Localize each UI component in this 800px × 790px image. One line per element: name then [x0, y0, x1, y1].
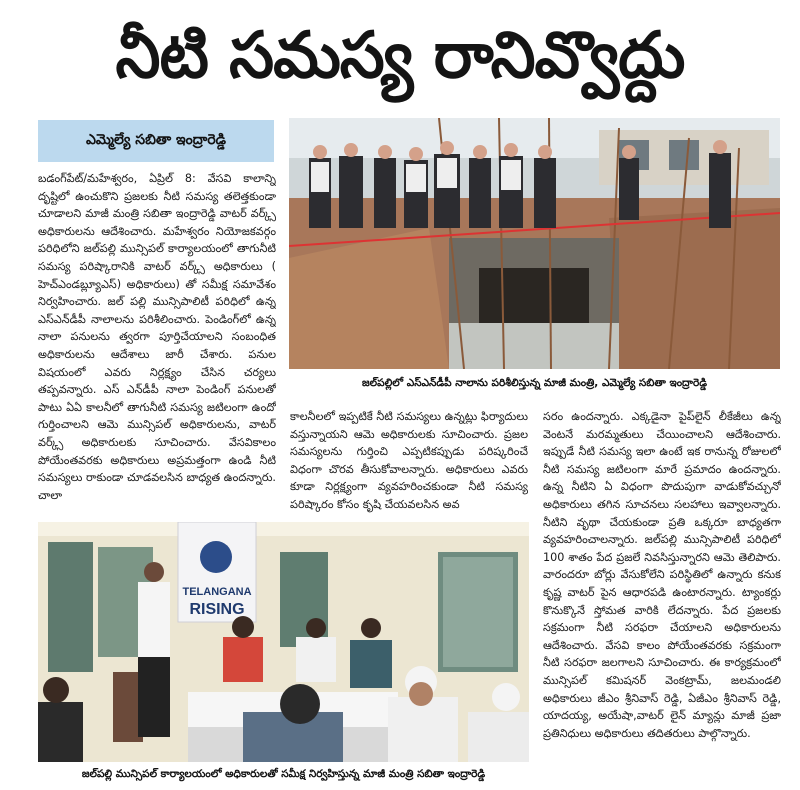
- article-column-2: [290, 408, 528, 513]
- article-column-3: [543, 408, 781, 773]
- article-text-1: బడంగ్‌పేట్/మహేశ్వరం, ఏప్రిల్ 8: వేసవి కాలాన్ని దృష్టిలో ఉంచుకొని ప్రజలకు నీటి సమస్య తలెత్తకుండా చూడాలని మాజీ మంత్రి సబితా ఇంద్రారెడ్డి వాటర్ వర్క్స్ అధికారులను ఆదేశించారు. మహేశ్వరం నియోజకవర్గం పరిధిలోని జల్‌పల్లి మున్సిపల్ కార్యాలయంలో తాగునీటి సమస్య పరిష్కారానికి వాటర్ వర్క్స్ అధికారులు ( హెచ్‌ఎండబ్ల్యూఎస్) అధికారులు) తో సమీక్ష సమావేశం నిర్వహించారు. జల్ పల్లి మున్సిపాలిటీ పరిధిలో ఉన్న ఎస్ఎన్‌డీపీ నాలాలను పరిశీలించారు. పెండింగ్‌లో ఉన్న నాలా పనులను త్వరగా పూర్తిచేయాలని సంబంధిత అధికారులను ఆదేశాలు జారీ చేశారు. పనుల విషయంలో ఎవరు నిర్లక్ష్యం చేసిన చర్యలు తప్పవన్నారు. ఎస్ ఎన్‌డీపీ నాలా పెండింగ్ పనులతో పాటు ఏఏ కాలనీలో తాగునీటి సమస్య జటిలంగా ఉందో గుర్తించాలని ఆమె మున్సిపల్ అధికారులను, వాటర్ వర్క్స్ అధికారులకు సూచించారు. వేసవికాలం పోయేంతవరకు అధికారులు అప్రమత్తంగా ఉండి నీటి సమస్యలు రాకుండా చూడవలసిన బాధ్యత ఉందన్నారు. చాలా: [38, 172, 276, 502]
- photo1-caption: జల్‌పల్లిలో ఎస్ఎన్‌డీపీ నాలాను పరిశీలిస్తున్న మాజీ మంత్రి, ఎమ్మెల్యే సబితా ఇంద్రారెడ్డి: [362, 376, 707, 389]
- photo2-caption: జల్‌పల్లి మున్సిపల్ కార్యాలయంలో అధికారులతో సమీక్ష నిర్వహిస్తున్న మాజీ మంత్రి సబితా ఇంద్రారెడ్డి: [81, 767, 486, 780]
- banner-rising: RISING: [189, 601, 245, 618]
- article-text-2: కాలనీలలో ఇప్పటికే నీటి సమస్యలు ఉన్నట్లు ఫిర్యాదులు వస్తున్నాయని ఆమె అధికారులకు సూచించారు. ప్రజల సమస్యలను గుర్తించి ఎప్పటికప్పుడు పరిష్కరించే విధంగా చొరవ తీసుకోవాలన్నారు. అధికారులు ఎవరు కూడా నిర్లక్ష్యంగా వ్యవహరించకుండా నీటి సమస్య పరిష్కారం కోసం కృషి చేయవలసిన అవ: [290, 410, 528, 511]
- article-text-3: సరం ఉందన్నారు. ఎక్కడైనా పైప్‌లైన్ లీకేజీలు ఉన్న వెంటనే మరమ్మతులు చేయించాలని ఆదేశించారు. ఇప్పుడే నీటి సమస్య ఇలా ఉంటే ఇక రానున్న రోజులలో నీటి సమస్య జటిలంగా మారే ప్రమాదం ఉందన్నారు. ఉన్న నీటిని ఏ విధంగా పొదుపుగా వాడుకోవచ్చునో అధికారులు తగిన సూచనలు సలహాలు ఇవ్వాలన్నారు. నీటిని వృథా చేయకుండా ప్రతి ఒక్కరూ బాధ్యతగా వ్యవహరించాలన్నారు. జల్‌పల్లి మున్సిపాలిటీ పరిధిలో 100 శాతం పేద ప్రజలే నివసిస్తున్నారని ఆమె తెలిపారు. వారందరూ బోర్లు వేసుకోలేని పరిస్థితిలో ఉన్నారు కనుక కృష్ణ వాటర్ పైన ఆధారపడి ఉంటారన్నారు. ట్యాంకర్లు కొనుక్కొనే స్తోమత వారికి లేదన్నారు. పేద ప్రజలకు సక్రమంగా నీటి సరఫరా చేయాలని అధికారులను ఆదేశించారు. వేసవి కాలం పోయేంతవరకు సక్రమంగా నీటి సరఫరా జలగాలని సూచించారు. ఈ కార్యక్రమంలో మున్సిపల్ కమిషనర్ వెంకట్రామ్, జలమండలి అధికారులు జీఎం శ్రీనివాస్ రెడ్డి, ఏజీఎం శ్రీనివాస్ రెడ్డి, యాదయ్య, అయేషా,వాటర్ లైన్ మ్యాన్లు మాజీ ప్రజా ప్రతినిధులు అధికారులు తదితరులు పాల్గొన్నారు.: [543, 410, 781, 740]
- article-column-1: [38, 170, 276, 515]
- byline: ఎమ్మెల్యే సబితా ఇంద్రారెడ్డి: [38, 120, 274, 162]
- nala-inspection-photo: [289, 118, 780, 369]
- headline: నీటి సమస్య రానివ్వొద్దు: [115, 19, 685, 93]
- review-meeting-photo: [38, 522, 529, 762]
- banner-telangana: TELANGANA: [182, 586, 252, 598]
